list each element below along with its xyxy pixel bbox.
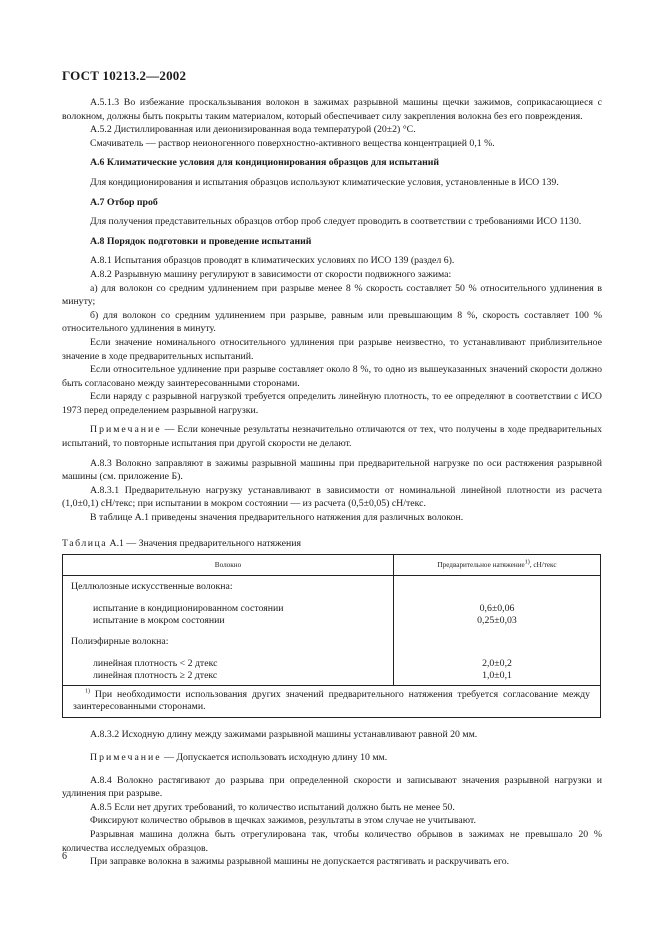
section-heading-a6: А.6 Климатические условия для кондиционирования образцов для испытаний [90,157,440,169]
paragraph: б) для волокон со средним удлинением при разрыве, равным или превышающим 8 %, скорость составляет 100 % относительного удлинения в минуту. [62,309,602,335]
pretension-table [62,554,601,718]
note [62,423,602,450]
paragraph: В таблице А.1 приведены значения предварительного натяжения для различных волокон. [90,512,464,524]
paragraph: Фиксируют количество обрывов в щечках зажимов, результаты в этом случае не учитывают. [90,815,476,827]
table-cell: линейная плотность ≥ 2 дтекс [93,670,218,682]
paragraph: Смачиватель — раствор неионогенного поверхностно-активного вещества концентрацией 0,1 %. [90,137,495,149]
paragraph: При заправке волокна в зажимы разрывной машины не допускается растягивать и раскручивать его. [90,856,510,868]
table-value-column [394,576,601,685]
paragraph: Если значение номинального относительного удлинения при разрыве неизвестно, то устанавливают приблизительное значение в ходе предварительных испытаний. [62,336,602,362]
paragraph: А.8.4 Волокно растягивают до разрыва при определенной скорости и записывают значения разрывной нагрузки и удлинения при разрыве. [62,774,602,800]
paragraph: Разрывная машина должна быть отрегулирована так, чтобы количество обрывов в зажимах не превышало 20 % количества исследуемых образцов. [62,829,602,854]
paragraph: А.8.2 Разрывную машину регулируют в зависимости от скорости подвижного зажима: [90,268,452,280]
paragraph: А.8.5 Если нет других требований, то количество испытаний должно быть не менее 50. [90,801,455,813]
note-label: Примечание [90,424,162,436]
paragraph: А.8.1 Испытания образцов проводят в климатических условиях по ИСО 139 (раздел 6). [90,255,455,267]
group-title: Целлюлозные искусственные волокна: [71,581,233,593]
page-number: 6 [62,851,67,862]
table-cell: 0,25±0,03 [477,615,517,627]
paragraph: Если наряду с разрывной нагрузкой требуется определить линейную плотность, то ее определяют в соответствии с ИСО 1973 перед определением разрывной нагрузки. [62,391,602,416]
table-cell: 0,6±0,06 [479,602,515,614]
paragraph: А.8.3.1 Предварительную нагрузку устанавливают в зависимости от номинальной линейной плотности из расчета (1,0±0,1) сН/текс; при испытании в мокром состоянии — из расчета (0,5±0,05) сН/текс. [62,484,602,510]
paragraph: А.8.3.2 Исходную длину между зажимами разрывной машины устанавливают равной 20 мм. [90,729,478,741]
section-heading-a7: А.7 Отбор проб [90,196,158,208]
table-cell: 1,0±0,1 [482,670,512,682]
table-header-pretension: Предварительное натяжение$^{1)}$, сН/текс [394,555,601,576]
table-caption [62,537,602,551]
group-title: Полиэфирные волокна: [71,636,169,648]
note-label: Примечание [90,752,162,764]
paragraph: А.5.2 Дистиллированная или деионизированная вода температурой (20±2) °С. [90,124,416,136]
table-caption-text: А.1 — Значения предварительного натяжения [107,537,302,549]
table-fiber-column [63,576,394,685]
note-text: — Если конечные результаты незначительно отличаются от тех, что получены в ходе предварительных испытаний, то повторные испытания при другой скорости не делают. [62,424,602,450]
table-caption-label: Таблица [62,537,108,549]
page-header-title: ГОСТ 10213.2—2002 [62,68,187,83]
paragraph: А.8.3 Волокно заправляют в зажимы разрывной машины при предварительной нагрузке по оси растяжения разрывной машины (см. приложение Б). [62,457,602,483]
table-cell: испытание в мокром состоянии [93,615,225,627]
paragraph: а) для волокон со средним удлинением при разрыве менее 8 % скорость составляет 50 % относительного удлинения в минуту; [62,282,602,308]
paragraph: А.5.1.3 Во избежание проскальзывания волокон в зажимах разрывной машины щечки зажимов, соприкасающиеся с волокном, должны быть покрыты таким материалом, который обеспечивает силу закрепления волокна без его повреждения. [62,97,602,122]
table-cell: 2,0±0,2 [482,657,512,669]
table-header-fiber: Волокно [63,555,394,576]
table-cell: линейная плотность < 2 дтекс [93,657,218,669]
note-text: — Допускается использовать исходную длину 10 мм. [161,752,388,764]
section-heading-a8: А.8 Порядок подготовки и проведение испытаний [90,235,312,247]
note [62,751,602,765]
paragraph: Для кондиционирования и испытания образцов используют климатические условия, установленные в ИСО 139. [90,176,559,188]
paragraph: Для получения представительных образцов отбор проб следует проводить в соответствии с требованиями ИСО 1130. [90,216,582,228]
table-footnote: $^{1)}$ При необходимости использования других значений предварительного натяжения требуется согласование между заинтересованными сторонами. [63,685,601,718]
paragraph: Если относительное удлинение при разрыве составляет около 8 %, то одно из вышеуказанных значений скорости должно быть согласовано между заинтересованными сторонами. [62,364,602,389]
page-content [62,96,602,869]
table-cell: испытание в кондиционированном состоянии [93,602,284,614]
